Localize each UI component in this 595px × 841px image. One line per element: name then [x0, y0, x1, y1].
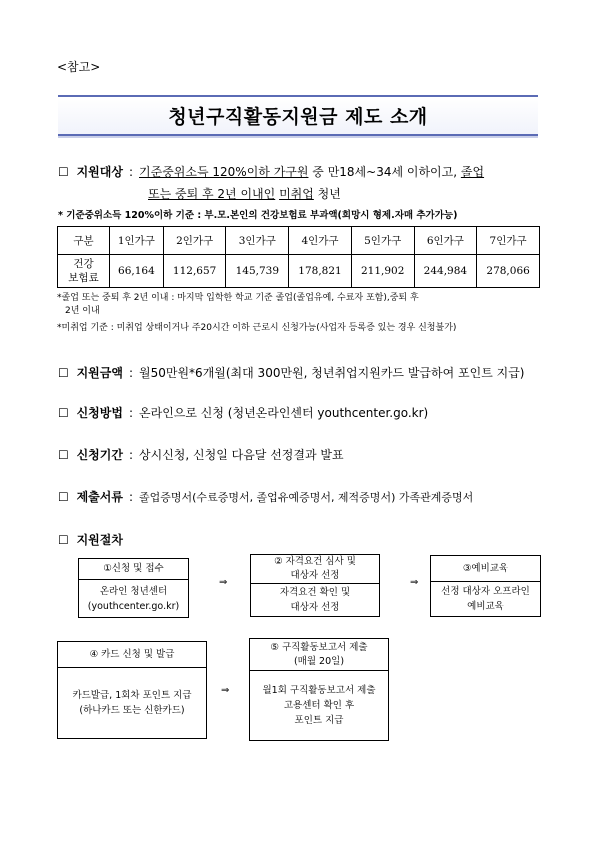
period-label: 신청기간	[76, 448, 123, 462]
checkbox-icon: ☐	[58, 533, 69, 547]
arrow-right-icon: ⇒	[410, 577, 419, 588]
table-header-cell: 3인가구	[226, 227, 289, 255]
step-line: 월1회 구직활동보고서 제출	[262, 685, 376, 696]
step-2-body	[251, 584, 379, 616]
row-label-line: 건강	[73, 258, 94, 270]
step-line: 포인트 지급	[294, 715, 344, 726]
step-3-box	[430, 555, 541, 617]
period-section	[58, 446, 344, 463]
step-5-head	[250, 639, 388, 671]
step-3-body	[431, 582, 540, 616]
eligibility-youth-text: 청년	[313, 187, 341, 201]
method-text: 온라인으로 신청 (청년온라인센터 youthcenter.go.kr)	[139, 406, 429, 420]
step-2-head	[251, 555, 379, 584]
eligibility-income-text: 기준중위소득 120%이하 가구원	[139, 165, 309, 179]
step-5-body	[250, 671, 388, 740]
procedure-label: 지원절차	[76, 533, 123, 547]
step-line: 자격요건 확인 및	[279, 587, 351, 598]
step-3-head: ③예비교육	[431, 556, 540, 582]
table-header-cell: 2인가구	[163, 227, 226, 255]
separator: :	[128, 165, 134, 179]
step-line: ② 자격요건 심사 및	[274, 556, 356, 567]
separator: :	[128, 448, 134, 462]
row-label-line: 보험료	[68, 272, 99, 284]
note-line: 2년 이내	[65, 306, 100, 316]
page-title: 청년구직활동지원금 제도 소개	[58, 95, 538, 136]
separator: :	[128, 490, 134, 504]
step-line: 카드발급, 1회차 포인트 지급	[72, 690, 192, 701]
unemployed-note: *미취업 기준 : 미취업 상태이거나 주20시간 이하 근로시 신청가능(사업자 등록증 있는 경우 신청불가)	[57, 323, 457, 333]
table-header-cell: 4인가구	[289, 227, 352, 255]
eligibility-age-text: 중 만18세~34세 이하이고,	[308, 165, 461, 179]
eligibility-section	[58, 163, 484, 180]
table-row	[58, 255, 540, 288]
table-cell: 178,821	[289, 255, 352, 288]
method-section	[58, 404, 428, 421]
step-1-box	[78, 558, 189, 618]
amount-section	[58, 364, 524, 381]
step-line: (youthcenter.go.kr)	[87, 600, 180, 612]
step-1-body	[79, 580, 188, 617]
table-cell: 211,902	[351, 255, 414, 288]
documents-label: 제출서류	[76, 490, 123, 504]
step-line: 온라인 청년센터	[99, 585, 168, 597]
step-4-box	[57, 641, 207, 739]
method-label: 신청방법	[76, 406, 123, 420]
arrow-right-icon: ⇒	[221, 685, 230, 696]
eligibility-line2	[148, 185, 341, 202]
checkbox-icon: ☐	[58, 406, 69, 420]
step-line: 대상자 선정	[290, 570, 340, 581]
procedure-section	[58, 531, 123, 548]
checkbox-icon: ☐	[58, 165, 69, 179]
criteria-note: * 기준중위소득 120%이하 기준 : 부.모.본인의 건강보험료 부과액(희망시 형제.자매 추가가능)	[58, 210, 458, 221]
step-line: 선정 대상자 오프라인	[441, 586, 530, 597]
table-cell: 145,739	[226, 255, 289, 288]
step-2-box	[250, 554, 380, 617]
period-text: 상시신청, 신청일 다음달 선정결과 발표	[139, 448, 344, 462]
table-cell: 244,984	[414, 255, 477, 288]
step-1-head: ①신청 및 접수	[79, 559, 188, 580]
checkbox-icon: ☐	[58, 490, 69, 504]
eligibility-graduate-text: 졸업	[460, 165, 485, 179]
table-row-label	[58, 255, 110, 288]
checkbox-icon: ☐	[58, 448, 69, 462]
table-header-cell: 6인가구	[414, 227, 477, 255]
eligibility-dropout-text: 또는 중퇴 후 2년 이내인	[148, 187, 276, 201]
table-header-cell: 구분	[58, 227, 110, 255]
amount-label: 지원금액	[76, 366, 123, 380]
table-cell: 112,657	[163, 255, 226, 288]
table-header-cell: 1인가구	[110, 227, 164, 255]
table-cell: 278,066	[477, 255, 540, 288]
note-line: *졸업 또는 중퇴 후 2년 이내 : 마지막 입학한 학교 기준 졸업(졸업유예, 수료자 포함),중퇴 후	[57, 293, 419, 303]
table-cell: 66,164	[110, 255, 164, 288]
documents-section	[58, 488, 473, 505]
documents-text: 졸업증명서(수료증명서, 졸업유예증명서, 제적증명서) 가족관계증명서	[139, 491, 474, 504]
reference-label: <참고>	[57, 60, 101, 74]
table-header-cell: 7인가구	[477, 227, 540, 255]
amount-text: 월50만원*6개월(최대 300만원, 청년취업지원카드 발급하여 포인트 지급)	[139, 366, 525, 380]
table-header-cell: 5인가구	[351, 227, 414, 255]
step-line: 대상자 선정	[290, 602, 340, 613]
step-4-head: ④ 카드 신청 및 발급	[58, 642, 206, 668]
insurance-table	[57, 226, 540, 288]
arrow-right-icon: ⇒	[219, 577, 228, 588]
checkbox-icon: ☐	[58, 366, 69, 380]
step-line: (매월 20일)	[293, 655, 345, 667]
table-header-row	[58, 227, 540, 255]
eligibility-label: 지원대상	[76, 165, 123, 179]
separator: :	[128, 366, 134, 380]
step-4-body	[58, 668, 206, 738]
separator: :	[128, 406, 134, 420]
step-5-box	[249, 638, 389, 741]
step-line: 고용센터 확인 후	[283, 700, 355, 711]
step-line: ⑤ 구직활동보고서 제출	[270, 641, 368, 653]
eligibility-unemployed-text: 미취업	[279, 187, 314, 201]
graduate-note	[57, 292, 419, 318]
step-line: 예비교육	[467, 601, 504, 612]
step-line: (하나카드 또는 신한카드)	[79, 705, 185, 716]
